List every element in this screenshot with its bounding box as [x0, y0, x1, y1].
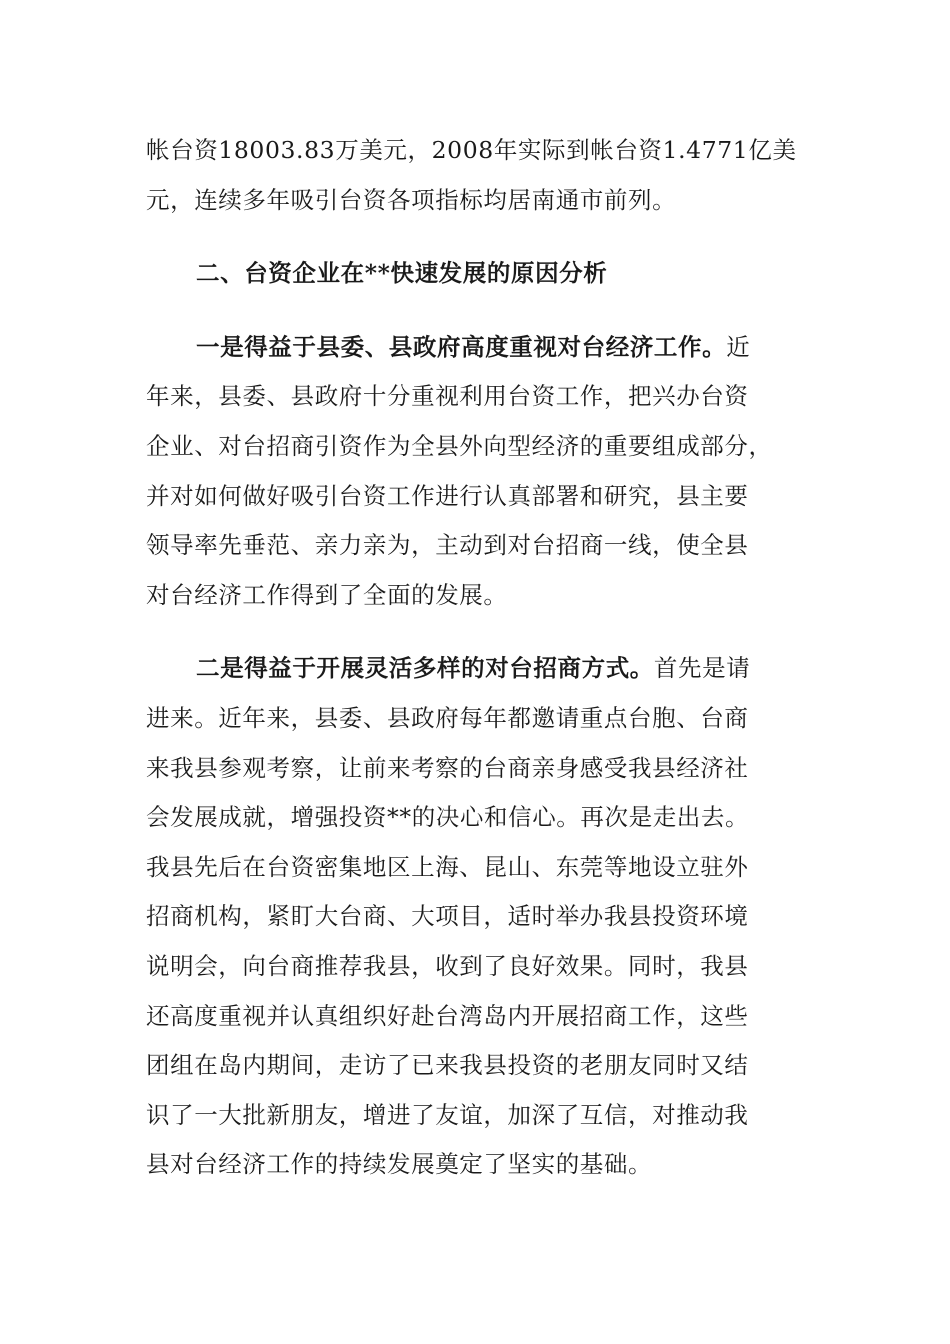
intro-paragraph: [146, 126, 806, 225]
paragraph-lead: 二是得益于开展灵活多样的对台招商方式。: [196, 654, 654, 683]
text-line: 来我县参观考察，让前来考察的台商亲身感受我县经济社: [146, 753, 749, 782]
paragraph-2: [146, 644, 806, 1190]
text-run: 近: [726, 332, 751, 361]
paragraph-gap: [146, 225, 806, 249]
paragraph-gap: [146, 299, 806, 323]
text-line: [146, 323, 806, 373]
text-line: 对台经济工作得到了全面的发展。: [146, 580, 508, 609]
text-line: 进来。近年来，县委、县政府每年都邀请重点台胞、台商: [146, 703, 749, 732]
text-line: 我县先后在台资密集地区上海、昆山、东莞等地设立驻外: [146, 852, 749, 881]
text-line: 领导率先垂范、亲力亲为，主动到对台招商一线，使全县: [146, 531, 749, 560]
paragraph-gap: [146, 620, 806, 644]
text-run: 首先是请: [653, 654, 751, 683]
text-line: 并对如何做好吸引台资工作进行认真部署和研究，县主要: [146, 481, 749, 510]
text-line: 企业、对台招商引资作为全县外向型经济的重要组成部分，: [146, 431, 773, 460]
text-line: 元，连续多年吸引台资各项指标均居南通市前列。: [146, 185, 677, 214]
text-line: 识了一大批新朋友，增进了友谊，加深了互信，对推动我: [146, 1100, 749, 1129]
text-line: 会发展成就，增强投资**的决心和信心。再次是走出去。: [146, 803, 750, 832]
paragraph-lead: 一是得益于县委、县政府高度重视对台经济工作。: [196, 332, 727, 361]
text-line: 说明会，向台商推荐我县，收到了良好效果。同时，我县: [146, 951, 749, 980]
text-line: 还高度重视并认真组织好赴台湾岛内开展招商工作，这些: [146, 1001, 749, 1030]
text-line: [146, 644, 806, 694]
text-line: 招商机构，紧盯大台商、大项目，适时举办我县投资环境: [146, 902, 749, 931]
text-line: 县对台经济工作的持续发展奠定了坚实的基础。: [146, 1150, 653, 1179]
paragraph-1: [146, 323, 806, 621]
section-heading: 二、台资企业在**快速发展的原因分析: [196, 259, 608, 288]
text-line: 帐台资18003.83万美元，2008年实际到帐台资1.4771亿美: [146, 136, 797, 164]
text-line: 年来，县委、县政府十分重视利用台资工作，把兴办台资: [146, 382, 749, 411]
text-line: 团组在岛内期间，走访了已来我县投资的老朋友同时又结: [146, 1051, 749, 1080]
document-page: [146, 126, 806, 1190]
